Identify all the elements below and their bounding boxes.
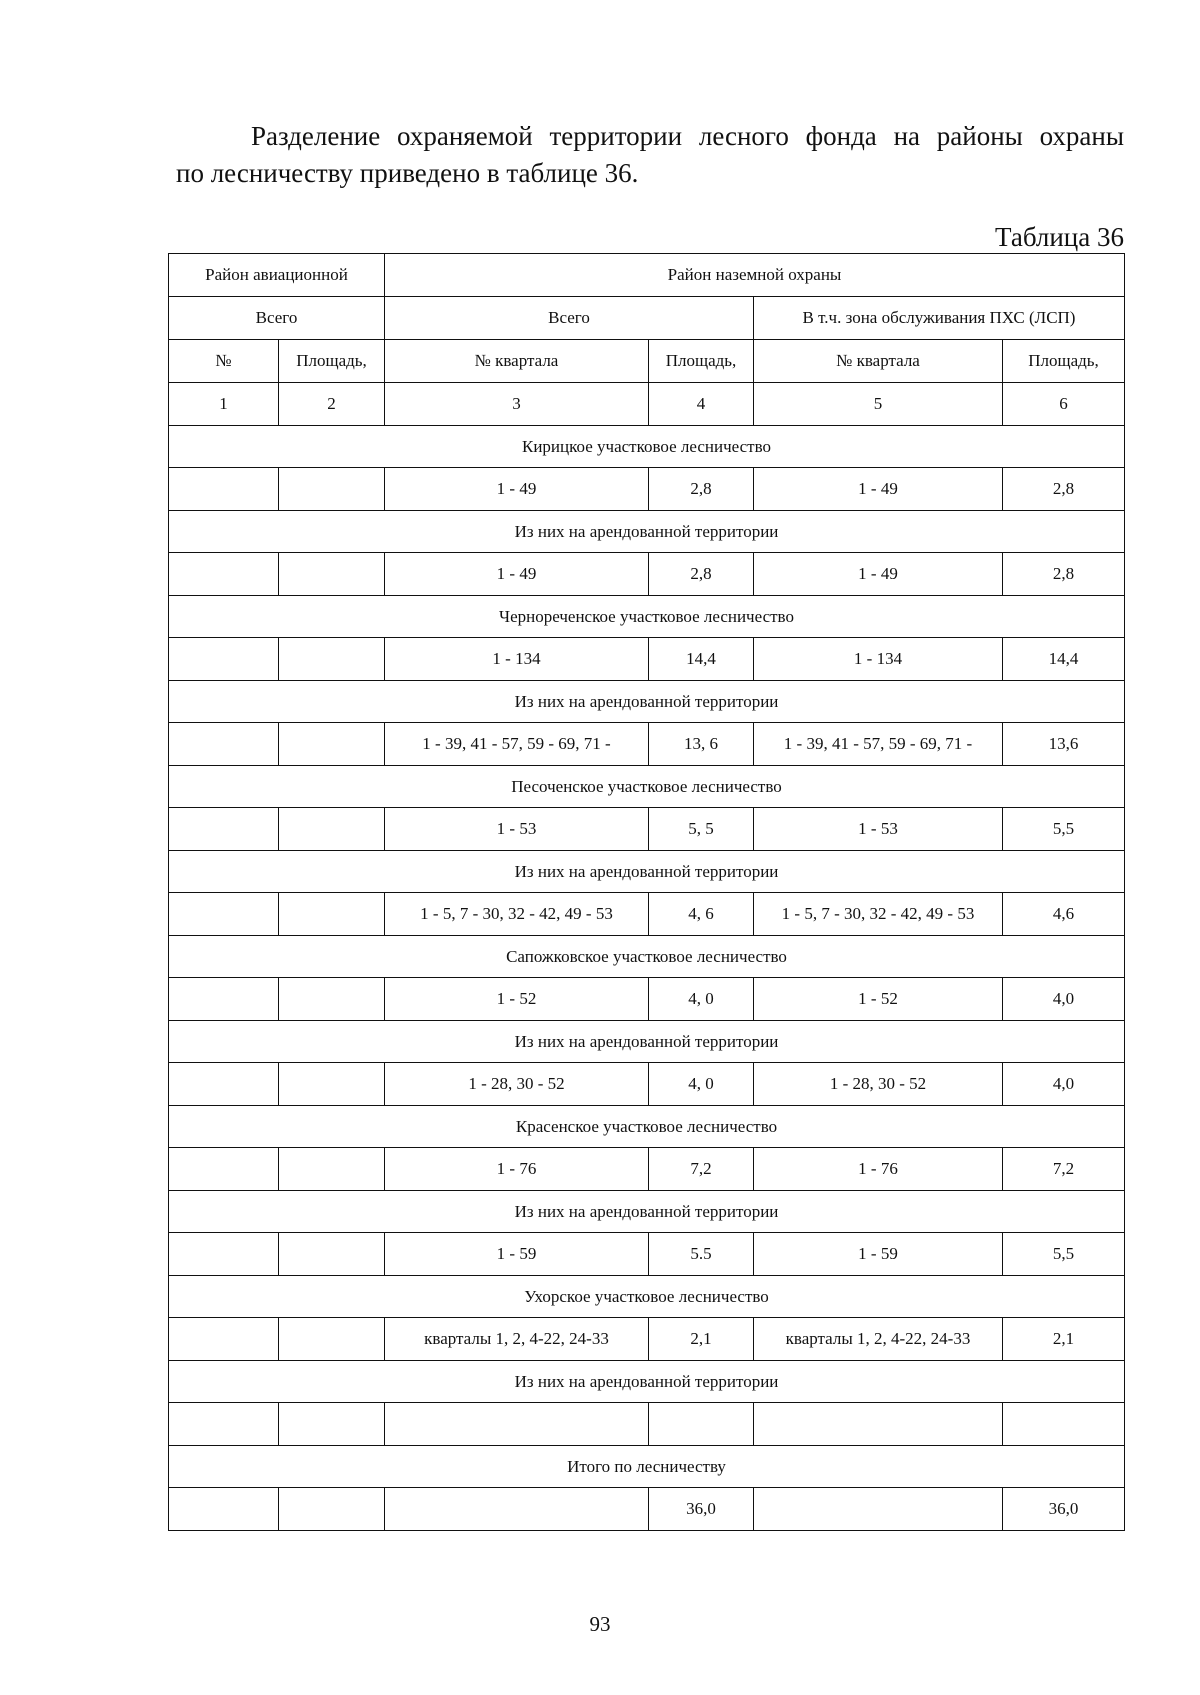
table-cell: 1 - 76 xyxy=(754,1148,1003,1191)
table-cell: кварталы 1, 2, 4-22, 24-33 xyxy=(754,1318,1003,1361)
table-cell: 14,4 xyxy=(649,638,754,681)
table-cell xyxy=(169,723,279,766)
table-cell xyxy=(279,1063,385,1106)
table-cell: 1 - 52 xyxy=(385,978,649,1021)
header-col-kvartal-2: № квартала xyxy=(754,340,1003,383)
table-cell: 2,8 xyxy=(1003,468,1125,511)
section-title: Ухорское участковое лесничество xyxy=(169,1276,1125,1318)
section-title-row xyxy=(169,851,1125,893)
table-cell xyxy=(754,1403,1003,1446)
section-title: Из них на арендованной территории xyxy=(169,1361,1125,1403)
table-cell xyxy=(754,1488,1003,1531)
table-cell: 1 - 59 xyxy=(385,1233,649,1276)
table-cell: 1 - 53 xyxy=(754,808,1003,851)
table-row xyxy=(169,1063,1125,1106)
table-cell: 1 - 59 xyxy=(754,1233,1003,1276)
table-cell: 1 - 39, 41 - 57, 59 - 69, 71 - xyxy=(754,723,1003,766)
table-row xyxy=(169,1403,1125,1446)
section-title-row xyxy=(169,1446,1125,1488)
header-col-kvartal-1: № квартала xyxy=(385,340,649,383)
header-col-area-1: Площадь, xyxy=(279,340,385,383)
section-title: Из них на арендованной территории xyxy=(169,511,1125,553)
column-number: 4 xyxy=(649,383,754,426)
header-ground: Район наземной охраны xyxy=(385,254,1125,297)
table-cell xyxy=(279,553,385,596)
section-title-row xyxy=(169,426,1125,468)
table-cell: 1 - 49 xyxy=(754,553,1003,596)
table-cell xyxy=(385,1488,649,1531)
section-title-row xyxy=(169,511,1125,553)
section-title-row xyxy=(169,1191,1125,1233)
table-cell: 1 - 28, 30 - 52 xyxy=(754,1063,1003,1106)
header-col-area-3: Площадь, xyxy=(1003,340,1125,383)
table-row xyxy=(169,723,1125,766)
section-title: Кирицкое участковое лесничество xyxy=(169,426,1125,468)
table-cell: 2,8 xyxy=(1003,553,1125,596)
column-number: 1 xyxy=(169,383,279,426)
table-cell xyxy=(169,553,279,596)
section-title: Из них на арендованной территории xyxy=(169,1191,1125,1233)
section-title: Из них на арендованной территории xyxy=(169,681,1125,723)
table-cell xyxy=(279,978,385,1021)
section-title-row xyxy=(169,1021,1125,1063)
intro-paragraph xyxy=(176,118,1124,192)
table-cell: 1 - 134 xyxy=(754,638,1003,681)
table-cell: 36,0 xyxy=(649,1488,754,1531)
table-cell: 5, 5 xyxy=(649,808,754,851)
table-cell xyxy=(169,1318,279,1361)
section-title: Песоченское участковое лесничество xyxy=(169,766,1125,808)
header-col-area-2: Площадь, xyxy=(649,340,754,383)
table-cell xyxy=(169,1063,279,1106)
table-row xyxy=(169,468,1125,511)
table-cell: 36,0 xyxy=(1003,1488,1125,1531)
table-cell: 4, 6 xyxy=(649,893,754,936)
table-cell xyxy=(279,1488,385,1531)
table-cell: 4, 0 xyxy=(649,1063,754,1106)
table-cell xyxy=(279,808,385,851)
header-aviation-total: Всего xyxy=(169,297,385,340)
table-cell xyxy=(279,1403,385,1446)
section-title-row xyxy=(169,936,1125,978)
table-cell: 5,5 xyxy=(1003,1233,1125,1276)
table-cell: 4, 0 xyxy=(649,978,754,1021)
table-cell: 7,2 xyxy=(1003,1148,1125,1191)
table-cell: 2,8 xyxy=(649,468,754,511)
table-caption: Таблица 36 xyxy=(995,222,1124,252)
table-cell: 4,0 xyxy=(1003,978,1125,1021)
table-cell xyxy=(169,1233,279,1276)
section-title-row xyxy=(169,1106,1125,1148)
table-cell: 1 - 28, 30 - 52 xyxy=(385,1063,649,1106)
table-cell: 1 - 49 xyxy=(385,553,649,596)
section-title-row xyxy=(169,1361,1125,1403)
table-row xyxy=(169,1318,1125,1361)
table-cell xyxy=(279,1318,385,1361)
column-number: 6 xyxy=(1003,383,1125,426)
column-number: 3 xyxy=(385,383,649,426)
section-title: Красенское участковое лесничество xyxy=(169,1106,1125,1148)
table-row xyxy=(169,638,1125,681)
table-cell: 1 - 76 xyxy=(385,1148,649,1191)
table-cell xyxy=(279,893,385,936)
table-cell: 4,6 xyxy=(1003,893,1125,936)
page-number: 93 xyxy=(589,1612,611,1636)
table-cell xyxy=(169,893,279,936)
table-cell: 2,1 xyxy=(1003,1318,1125,1361)
table-cell xyxy=(279,1148,385,1191)
table-cell xyxy=(1003,1403,1125,1446)
table-cell: 13,6 xyxy=(1003,723,1125,766)
table-cell: 1 - 52 xyxy=(754,978,1003,1021)
table-cell xyxy=(279,638,385,681)
table-cell: 1 - 5, 7 - 30, 32 - 42, 49 - 53 xyxy=(385,893,649,936)
section-title: Чернореченское участковое лесничество xyxy=(169,596,1125,638)
header-row-1 xyxy=(169,254,1125,297)
table-cell: 1 - 49 xyxy=(754,468,1003,511)
table-cell xyxy=(169,1148,279,1191)
table-row xyxy=(169,1233,1125,1276)
table-cell xyxy=(169,1488,279,1531)
header-row-2 xyxy=(169,297,1125,340)
table-cell: 7,2 xyxy=(649,1148,754,1191)
table-row xyxy=(169,553,1125,596)
section-title-row xyxy=(169,681,1125,723)
table-cell xyxy=(169,978,279,1021)
table-cell xyxy=(169,1403,279,1446)
header-aviation: Район авиационной xyxy=(169,254,385,297)
table-cell xyxy=(279,1233,385,1276)
section-title: Сапожковское участковое лесничество xyxy=(169,936,1125,978)
table-cell: 1 - 5, 7 - 30, 32 - 42, 49 - 53 xyxy=(754,893,1003,936)
section-title: Из них на арендованной территории xyxy=(169,1021,1125,1063)
table-cell: 5.5 xyxy=(649,1233,754,1276)
intro-line-1: Разделение охраняемой территории лесного фонда на районы охраны xyxy=(251,121,1124,151)
table-cell: 2,8 xyxy=(649,553,754,596)
table-row xyxy=(169,1488,1125,1531)
section-title-row xyxy=(169,1276,1125,1318)
section-title: Итого по лесничеству xyxy=(169,1446,1125,1488)
table-cell: 1 - 49 xyxy=(385,468,649,511)
table-cell xyxy=(169,638,279,681)
table-cell: 4,0 xyxy=(1003,1063,1125,1106)
table-cell: 5,5 xyxy=(1003,808,1125,851)
table-row xyxy=(169,808,1125,851)
table-row xyxy=(169,893,1125,936)
table-cell xyxy=(279,723,385,766)
table-cell: 1 - 39, 41 - 57, 59 - 69, 71 - xyxy=(385,723,649,766)
table-row xyxy=(169,1148,1125,1191)
column-number: 5 xyxy=(754,383,1003,426)
header-service-zone: В т.ч. зона обслуживания ПХС (ЛСП) xyxy=(754,297,1125,340)
header-ground-total: Всего xyxy=(385,297,754,340)
section-title-row xyxy=(169,766,1125,808)
column-number: 2 xyxy=(279,383,385,426)
table-cell: 1 - 134 xyxy=(385,638,649,681)
table-cell: 14,4 xyxy=(1003,638,1125,681)
header-row-3 xyxy=(169,340,1125,383)
table-cell: 13, 6 xyxy=(649,723,754,766)
table-cell xyxy=(385,1403,649,1446)
table-cell: 2,1 xyxy=(649,1318,754,1361)
section-title-row xyxy=(169,596,1125,638)
table-cell: кварталы 1, 2, 4-22, 24-33 xyxy=(385,1318,649,1361)
column-number-row xyxy=(169,383,1125,426)
table-cell xyxy=(649,1403,754,1446)
table-cell xyxy=(169,808,279,851)
header-col-no: № xyxy=(169,340,279,383)
table-cell xyxy=(279,468,385,511)
table-row xyxy=(169,978,1125,1021)
table-cell: 1 - 53 xyxy=(385,808,649,851)
protection-districts-table xyxy=(168,253,1125,1531)
table-cell xyxy=(169,468,279,511)
section-title: Из них на арендованной территории xyxy=(169,851,1125,893)
intro-line-2: по лесничеству приведено в таблице 36. xyxy=(176,158,639,188)
